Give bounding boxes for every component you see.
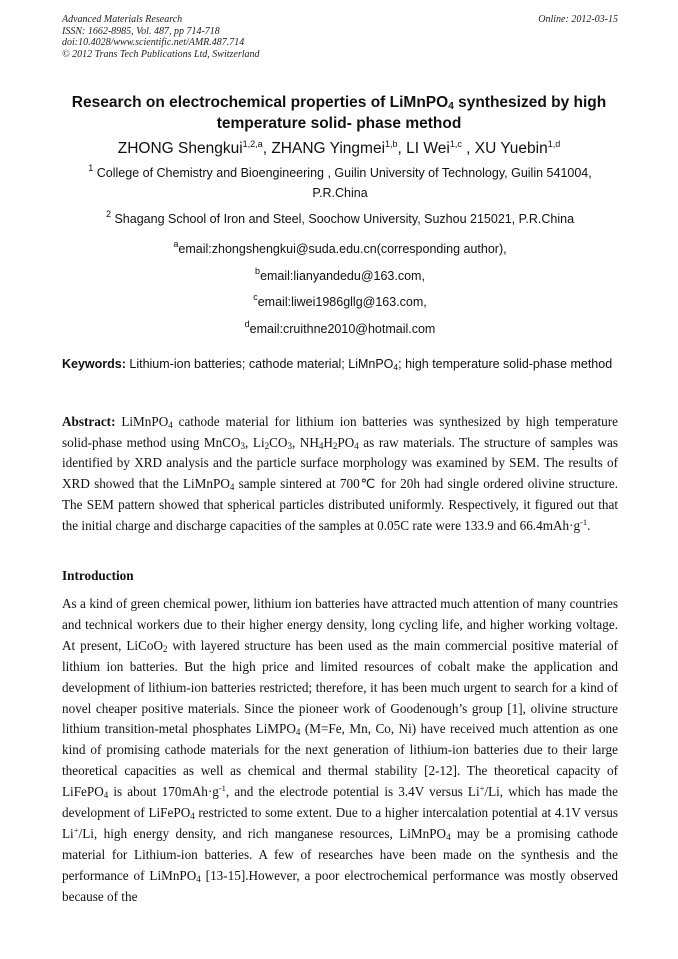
- email-a: $^a$email:zhongshengkui@suda.edu.cn(corresponding author),: [173, 239, 507, 256]
- email-d: $^d$email:cruithne2010@hotmail.com: [244, 318, 436, 336]
- introduction-heading: Introduction: [62, 568, 134, 583]
- introduction-body: As a kind of green chemical power, lithium ion batteries have attracted much attention of many countries and technical workers due to their higher energy density, long cycling life, and higher working voltage. At present, LiCoO$_2$ with layered structure has been used as the main commercial positive material of lithium ion batteries. But the high price and limited resources of cobalt make the application and development of lithium-ion batteries restricted; therefore, it has been much urgent to search for a kind of novel cheaper positive materials. Since the pioneer work of Goodenough’s group [1], olivine structure lithium transition-metal phosphates LiMPO$_4$ (M=Fe, Mn, Co, Ni) have received much attention as one kind of promising cathode materials for the next generation of lithium-ion batteries due to their large theoretical capacities as well as chemical and thermal stability [2-12]. The theoretical capacity of LiFePO$_4$ is about $170mAh\cdot g^{-1}$, and the electrode potential is 3.4V versus Li+/Li, which has made the development of LiFePO$_4$ restricted to some extent. Due to a higher intercalation potential at 4.1V versus Li+/Li, high energy density, and rich manganese resources, LiMnPO$_4$ may be a promising cathode material for Lithium-ion batteries. A few of researches have been made on the synthesis and the performance of LiMnPO$_4$ [13-15].However, a poor electrochemical performance was mostly observed because of the: [62, 596, 618, 904]
- author-list: [40, 140, 638, 158]
- journal-copyright: © 2012 Trans Tech Publications Ltd, Switzerland: [62, 48, 260, 60]
- journal-header: [62, 14, 618, 60]
- email-list: [62, 236, 618, 342]
- author: LI Wei$^{1,c}$ ,: [406, 139, 475, 157]
- author: XU Yuebin$^{1,d}$: [474, 139, 561, 157]
- keywords-label: Keywords:: [62, 357, 126, 371]
- abstract: Abstract: LiMnPO$_4$ cathode material for lithium ion batteries was synthesized by high temperature solid-phase method using MnCO$_3$, $Li_2CO_3$, $NH_4H_2PO_4$ as raw materials. The structure of samples was identified by XRD analysis and the particle surface morphology was examined by SEM. The results of XRD showed that the LiMnPO$_4$ sample sintered at 700℃ for 20h had single ordered olivine structure. The SEM pattern showed that spherical particles distributed uniformly. Respectively, it figured out that the initial charge and discharge capacities of the samples at 0.05C rate were 133.9 and $66.4mAh\cdot g^{-1}$.: [62, 414, 618, 533]
- journal-name: Advanced Materials Research: [62, 14, 183, 25]
- author: ZHANG Yingmei$^{1,b}$,: [271, 139, 407, 157]
- online-date: Online: 2012-03-15: [538, 14, 618, 25]
- journal-issn: ISSN: 1662-8985, Vol. 487, pp 714-718: [62, 25, 220, 37]
- author: ZHONG Shengkui$^{1,2,a}$,: [117, 139, 272, 157]
- affiliation-1: $^1$ College of Chemistry and Bioengineering , Guilin University of Technology, Guilin 541004, P.R.China: [88, 163, 592, 200]
- paper-title: Research on electrochemical properties of LiMnPO$_4$ synthesized by high temperature solid- phase method: [71, 94, 607, 132]
- email-b: $^b$email:lianyandedu@163.com,: [255, 265, 425, 283]
- email-c: $^c$email:liwei1986gllg@163.com,: [253, 292, 427, 309]
- journal-doi: doi:10.4028/www.scientific.net/AMR.487.714: [62, 37, 245, 48]
- abstract-label: Abstract:: [62, 414, 116, 429]
- affiliation-2: $^2$ Shagang School of Iron and Steel, Soochow University, Suzhou 215021, P.R.China: [105, 209, 575, 226]
- keywords: Keywords: Lithium-ion batteries; cathode material; LiMnPO$_4$; high temperature solid-phase method: [62, 357, 613, 372]
